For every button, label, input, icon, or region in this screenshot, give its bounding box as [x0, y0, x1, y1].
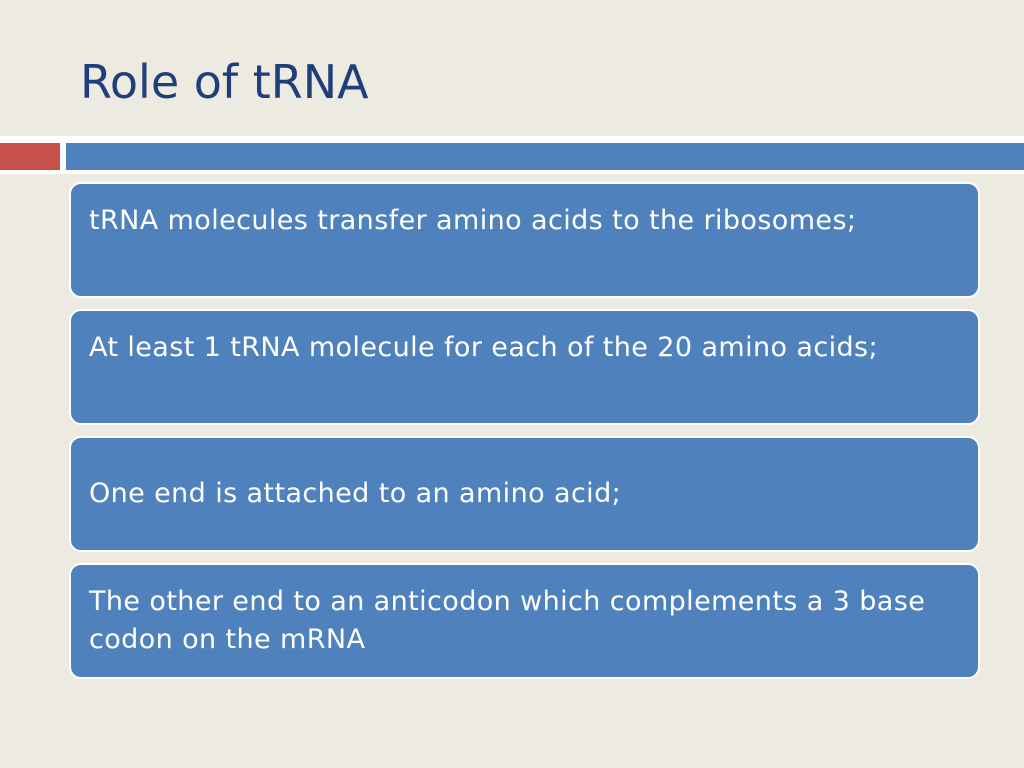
bullet-text-2: At least 1 tRNA molecule for each of the 20 amino acids; — [89, 332, 878, 363]
slide-title: Role of tRNA — [80, 55, 369, 109]
bullet-box-3 — [69, 436, 980, 552]
bullet-box-1 — [69, 182, 980, 298]
title-divider-blue-bar — [66, 143, 1024, 170]
bullet-box-2 — [69, 309, 980, 425]
bullet-text-4: The other end to an anticodon which complements a 3 base codon on the mRNA — [89, 586, 926, 655]
bullet-text-1: tRNA molecules transfer amino acids to the ribosomes; — [89, 205, 857, 236]
bullet-text-3: One end is attached to an amino acid; — [89, 478, 622, 509]
title-divider-red-accent — [0, 143, 60, 170]
bullet-box-4 — [69, 563, 980, 679]
